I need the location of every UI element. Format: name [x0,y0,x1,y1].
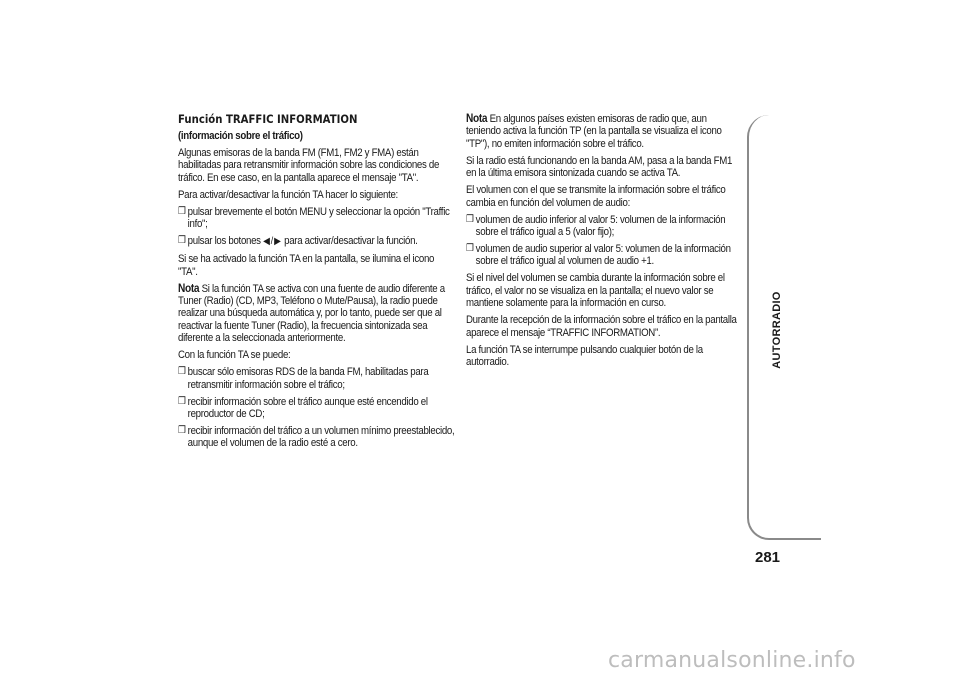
list-item-text: para activar/desactivar la función. [284,235,418,248]
paragraph: Si se ha activado la función TA en la pantalla, se ilumina el icono "TA". [178,253,435,278]
list-item-text: buscar sólo emisoras RDS de la banda FM, habilitadas para retransmitir información sobre el tráfico; [187,366,429,391]
note-text: En algunos países existen emisoras de radio que, aun teniendo activa la función TP (en la pantalla se visualiza el icono "TP"), no emiten información sobre el tráfico. [466,113,722,150]
note [466,113,743,150]
section-subtitle: (información sobre el tráfico) [178,130,303,142]
left-right-arrows-icon: ◀/▶ [263,236,282,248]
list-item [178,366,455,391]
note-text: Si la función TA se activa con una fuente de audio diferente a Tuner (Radio) (CD, MP3, Teléfono o Mute/Pausa), la radio puede realizar una búsqueda automática y, por lo tanto, puede ser que al reactivar la fuente Tuner (Radio), la frecuencia sintonizada sea diferente a la seleccionada anteriormente. [178,282,445,345]
paragraph: Si el nivel del volumen se cambia durante la información sobre el tráfico, el valor no se visualiza en la pantalla; el nuevo valor se mantiene solamente para la información en curso. [466,272,725,310]
list-item [178,425,455,450]
section-tab-label: AUTORRADIO [771,291,783,369]
checkbox-bullet-icon: ❒ [178,366,186,378]
note-label: Nota [466,113,488,125]
checkbox-bullet-icon: ❒ [466,213,474,225]
paragraph: Para activar/desactivar la función TA hacer lo siguiente: [178,188,398,201]
paragraph: Durante la recepción de la información sobre el tráfico en la pantalla aparece el mensaje “TRAFFIC INFORMATION”. [466,314,737,339]
list-item-text: recibir información sobre el tráfico aunque esté encendido el reproductor de CD; [187,395,428,421]
checkbox-bullet-icon: ❒ [178,205,186,217]
list-item [466,214,743,239]
list-item-text: pulsar los botones [187,235,261,248]
note [178,283,455,345]
right-column [466,113,743,373]
checkbox-bullet-icon: ❒ [466,243,474,255]
left-column [178,113,455,454]
list-item [178,396,455,421]
section-tab-frame [747,115,821,540]
list-item-text: pulsar brevemente el botón MENU y seleccionar la opción "Traffic info"; [187,205,450,231]
page-number: 281 [755,549,781,566]
paragraph: El volumen con el que se transmite la información sobre el tráfico cambia en función del volumen de audio: [466,184,726,209]
list-item-text: volumen de audio inferior al valor 5: volumen de la información sobre el tráfico igual a 5 (valor fijo); [475,213,726,239]
checkbox-bullet-icon: ❒ [178,395,186,407]
checkbox-bullet-icon: ❒ [178,425,186,437]
note-label: Nota [178,282,200,295]
section-title: Función TRAFFIC INFORMATION [178,112,358,126]
list-item-text: recibir información del tráfico a un volumen mínimo preestablecido, aunque el volumen de la radio esté a cero. [187,425,455,450]
list-item [466,243,743,268]
paragraph: Con la función TA se puede: [178,349,291,362]
list-item-text: volumen de audio superior al valor 5: volumen de la información sobre el tráfico igual al volumen de audio +1. [475,243,731,268]
paragraph: Algunas emisoras de la banda FM (FM1, FM2 y FMA) están habilitadas para retransmitir información sobre las condiciones de tráfico. En ese caso, en la pantalla aparece el mensaje "TA". [178,147,440,184]
watermark: carmanualsonline.info [608,648,856,673]
checkbox-bullet-icon: ❒ [178,235,186,247]
list-item [178,235,455,248]
paragraph: La función TA se interrumpe pulsando cualquier botón de la autorradio. [466,343,703,369]
paragraph: Si la radio está funcionando en la banda AM, pasa a la banda FM1 en la última emisora sintonizada cuando se activa TA. [466,154,733,180]
list-item [178,206,455,231]
